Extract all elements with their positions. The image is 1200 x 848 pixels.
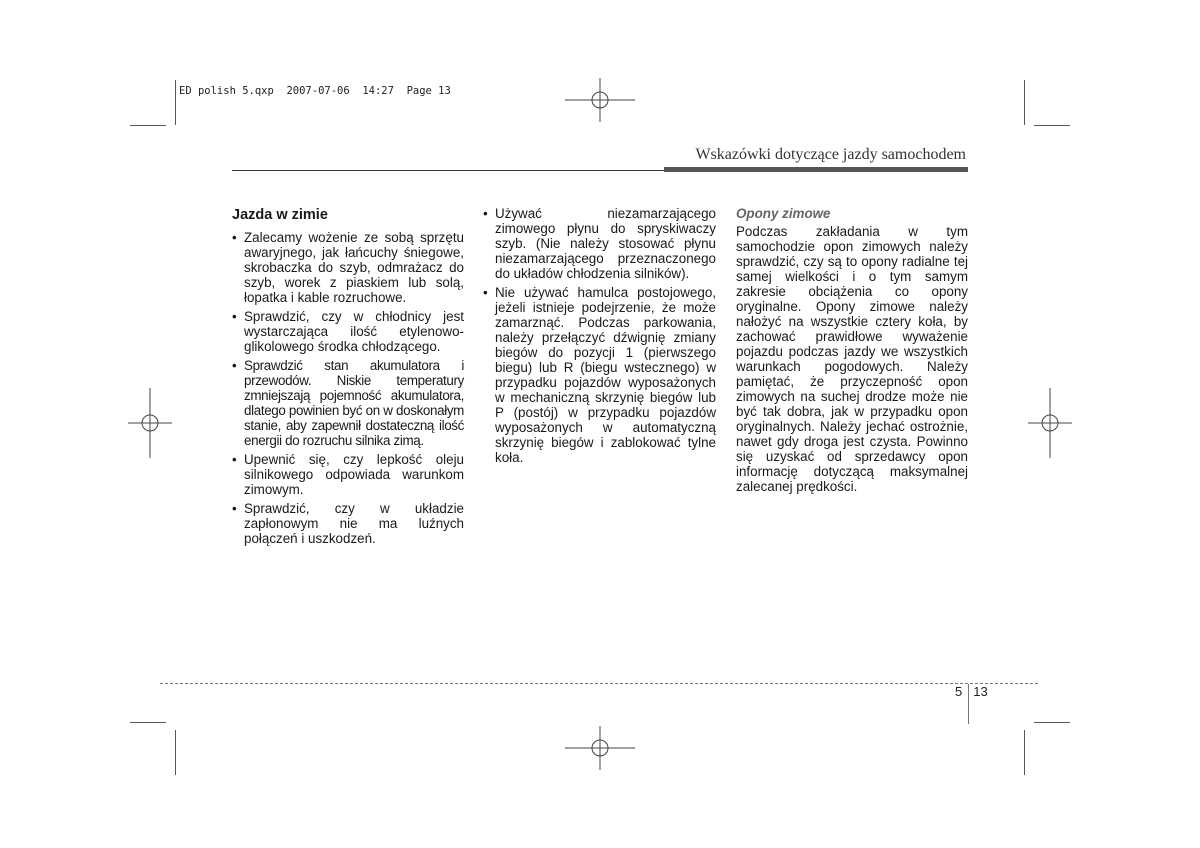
registration-mark-icon [128,388,172,458]
page-number-separator [968,684,969,724]
list-item: • Zalecamy wożenie ze sobą sprzętu awaryjnego, jak łańcuchy śniegowe, skrobaczka do szyb, odmrażacz do szyb, worek z piaskiem lub solą, łopatka i kable rozruchowe. [232,230,464,305]
bullet-list [232,230,464,546]
page-number [955,684,988,724]
crop-mark [130,125,166,126]
registration-mark-icon [1028,388,1072,458]
subsection-heading: Opony zimowe [736,206,831,221]
list-item: • Nie używać hamulca postojowego, jeżeli istnieje podejrzenie, że może zamarznąć. Podczas parkowania, należy przełączyć dźwignię zmiany biegów do pozycji 1 (pierwszego biegu) lub R (biegu wstecznego) w przypadku pojazdów wyposażonych w mechaniczną skrzynię biegów lub P (postój) w przypadku pojazdów wyposażonych w automatyczną skrzynię biegów i zablokować tylne koła. [483,285,716,465]
list-item: • Sprawdzić, czy w chłodnicy jest wystarczająca ilość etylenowo-glikolowego środka chłodzącego. [232,309,464,354]
running-header-title: Wskazówki dotyczące jazdy samochodem [695,146,966,163]
registration-mark-icon [565,78,635,122]
section-heading: Jazda w zimie [232,207,328,223]
body-paragraph: Podczas zakładania w tym samochodzie opon zimowych należy sprawdzić, czy są to opony radialne tej samej wielkości i o tym samym zakresie obciążenia co opony oryginalne. Opony zimowe należy nałożyć na wszystkie cztery koła, by zachować prawidłowe wyważenie pojazdu podczas jazdy we wszystkich warunkach pogodowych. Należy pamiętać, że przyczepność opon zimowych na suchej drodze może nie być tak dobra, jak w przypadku opon oryginalnych. Należy jechać ostrożnie, nawet gdy droga jest czysta. Powinno się uzyskać od sprzedawcy opon informację dotyczącą maksymalnej zalecanej prędkości. [736,224,968,494]
crop-mark [175,730,176,775]
column-middle [483,206,716,469]
crop-mark [175,80,176,125]
bullet-list [483,206,716,465]
list-item: • Używać niezamarzającego zimowego płynu do spryskiwaczy szyb. (Nie należy stosować płynu niezamarzającego przeznaczonego do układów chłodzenia silników). [483,206,716,281]
header-rule [232,170,664,171]
chapter-number: 5 [955,684,963,699]
page-number-value: 13 [973,684,988,699]
list-item: • Sprawdzić, czy w układzie zapłonowym nie ma luźnych połączeń i uszkodzeń. [232,501,464,546]
printer-slug: ED polish 5.qxp 2007-07-06 14:27 Page 13 [179,85,451,97]
list-item: • Upewnić się, czy lepkość oleju silnikowego odpowiada warunkom zimowym. [232,452,464,497]
crop-mark [130,722,166,723]
footer-divider [160,683,1038,684]
column-right [736,206,968,494]
registration-mark-icon [565,726,635,770]
crop-mark [1034,722,1070,723]
column-left [232,206,464,550]
crop-mark [1024,730,1025,775]
crop-mark [1034,125,1070,126]
list-item: • Sprawdzić stan akumulatora i przewodów. Niskie temperatury zmniejszają pojemność akumulatora, dlatego powinien być on w doskonałym stanie, aby zapewnił dostateczną ilość energii do rozruchu silnika zimą. [232,358,464,448]
header-rule-accent [664,167,968,172]
crop-mark [1024,80,1025,125]
